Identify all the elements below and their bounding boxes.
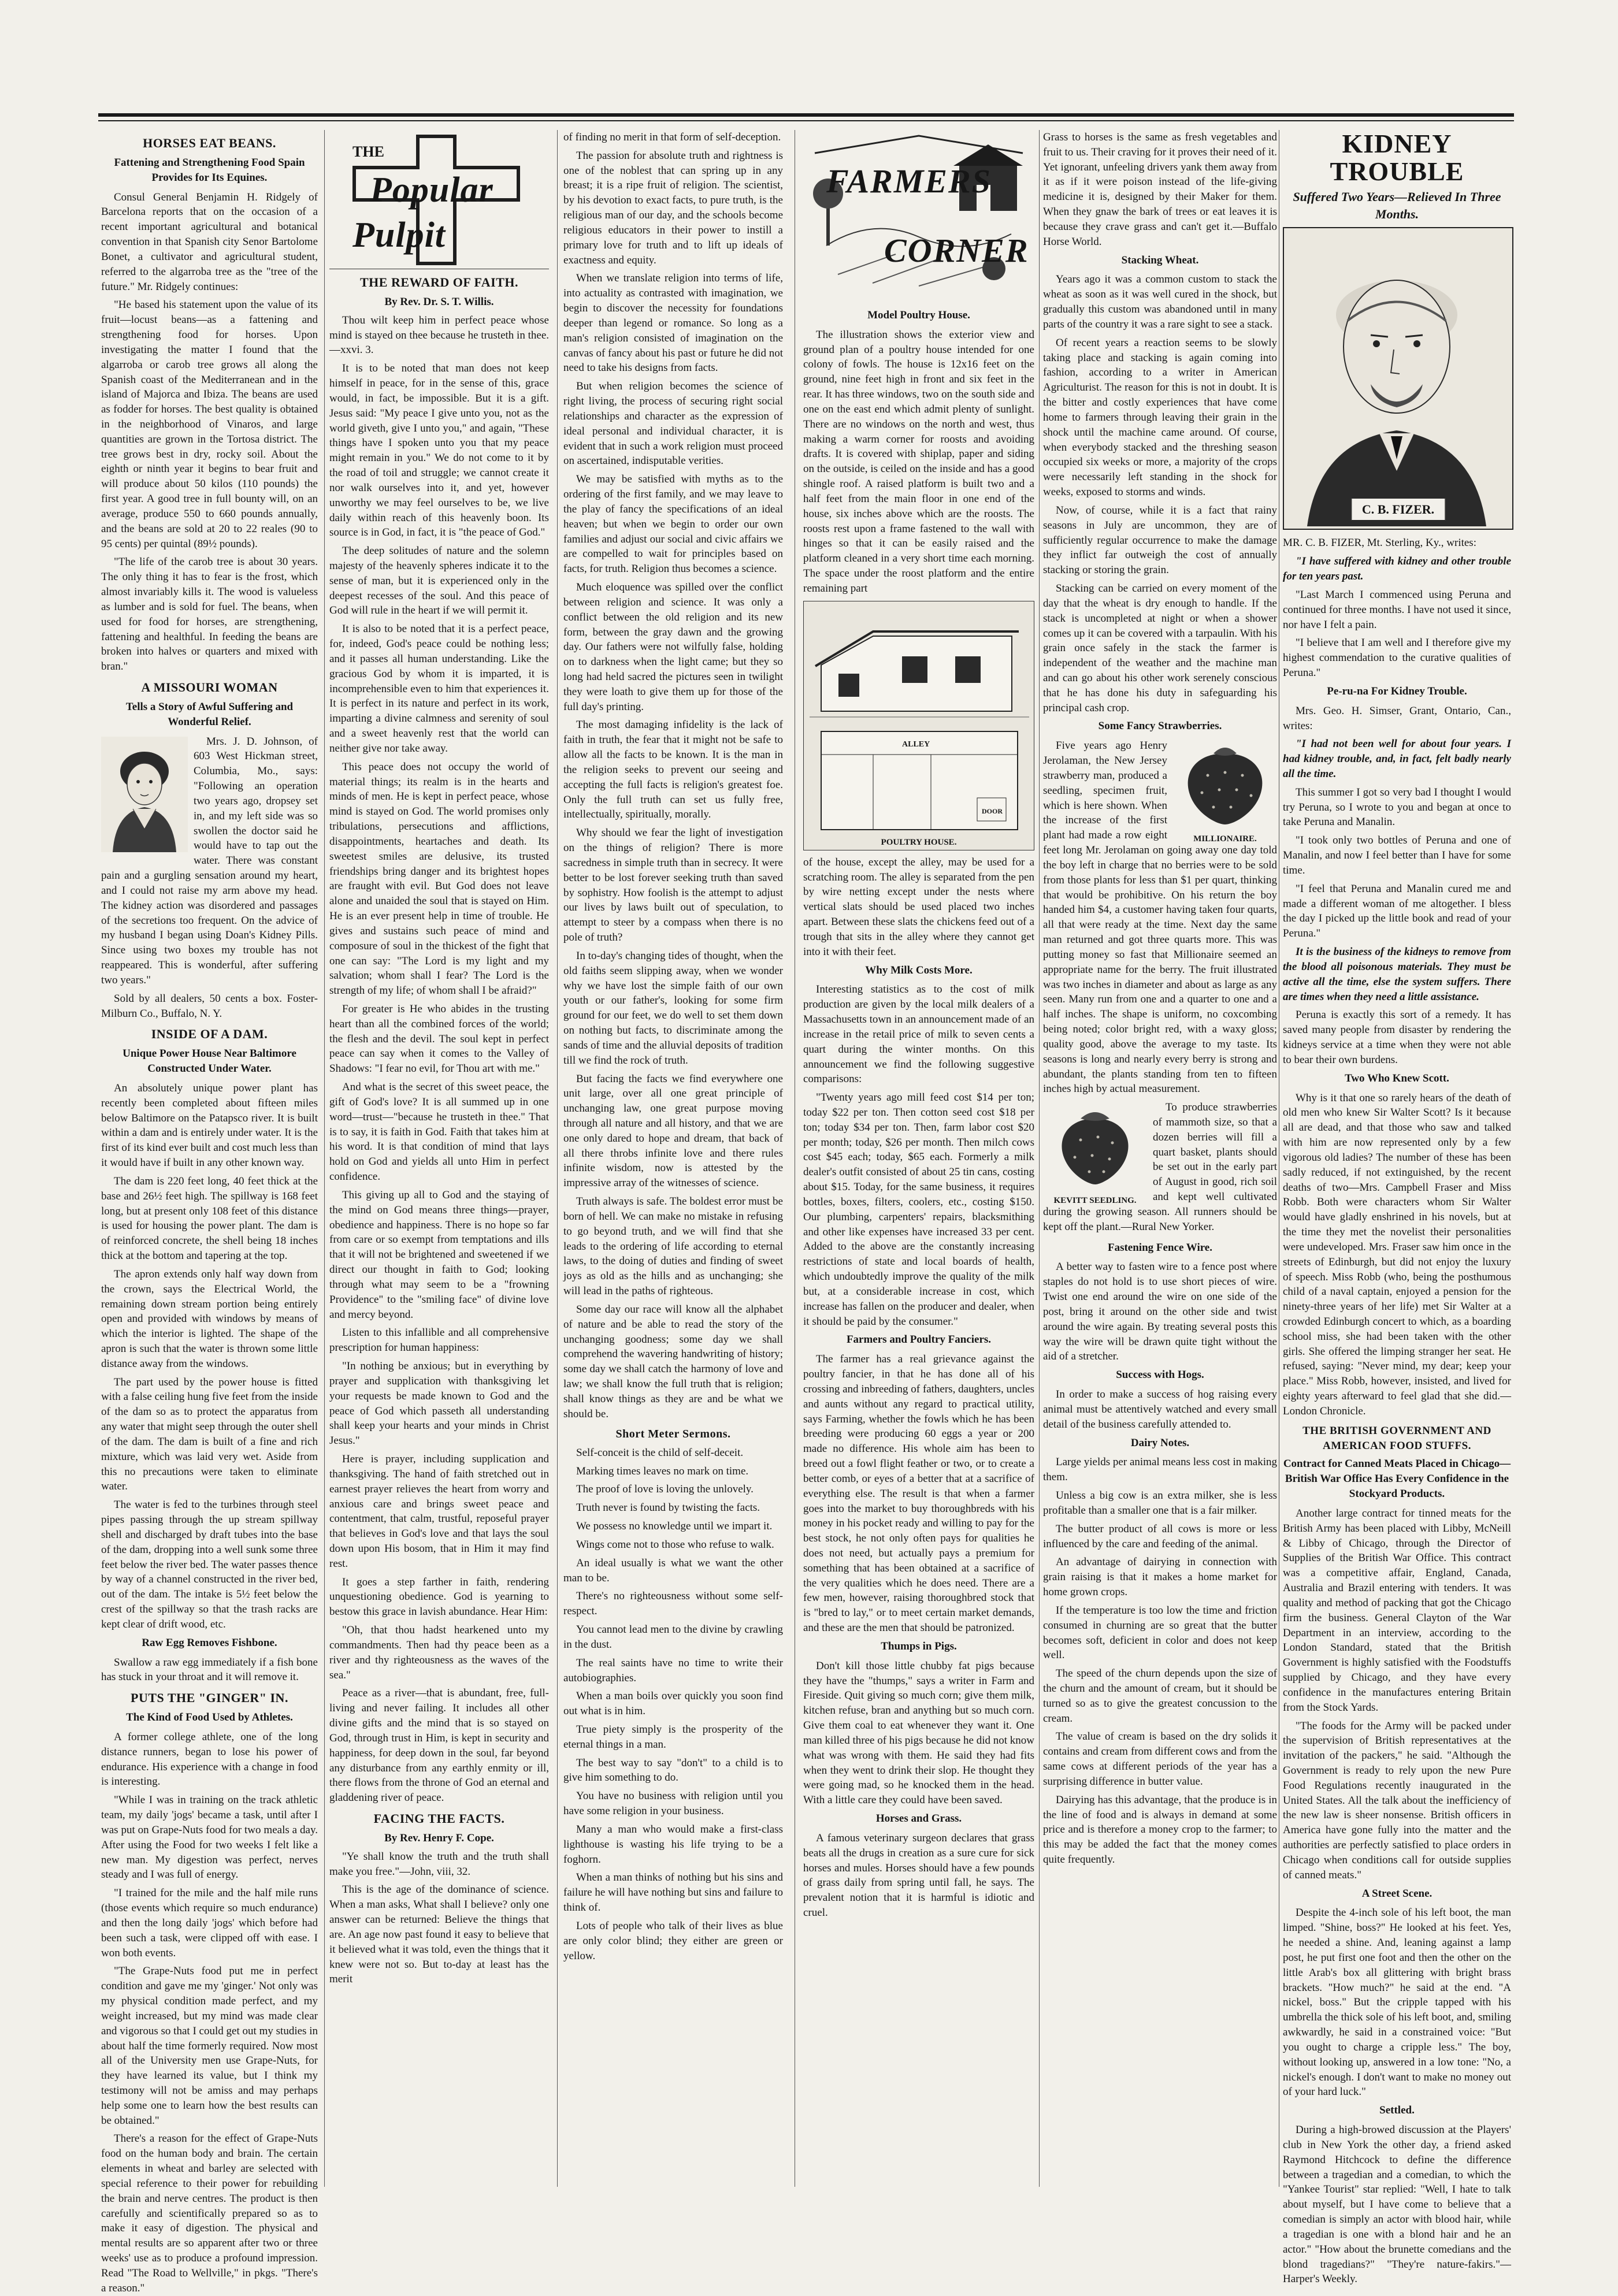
article-title: Farmers and Poultry Fanciers. [846,1333,992,1346]
figure-caption: KEVITT SEEDLING. [1053,1196,1137,1205]
article-paragraph: MR. C. B. FIZER, Mt. Sterling, Ky., writes: [1283,537,1476,549]
article-title: THE BRITISH GOVERNMENT AND AMERICAN FOOD STUFFS. [1302,1424,1491,1452]
article-paragraph: "I trained for the mile and the half mile runs (those events which require so much endurance) and then the long daily 'jogs' which before had been such a task, were clipped off with ease. I won both events. [101,1887,318,1959]
article-paragraph: Unless a big cow is an extra milker, she is less profitable than a smaller one that is a fair milker. [1043,1489,1277,1517]
article-paragraph: of the house, except the alley, may be used for a scratching room. The alley is separated from the pen by wire netting except under the nests where vertical slats should be used placed two inches apart. Between these slats the chickens feed out of a trough that sits in the alley where they cannot get into it with their feet. [803,856,1034,958]
article-paragraph: And what is the secret of this sweet peace, the gift of God's love? It is all summed up in one word—trust—"because he trusteth in thee." That is to say, it is faith in God. Faith that takes him at his word. It is that condition of mind that lays hold on God and yields all unto Him in perfect confidence. [329,1081,549,1183]
article-title: THE REWARD OF FAITH. [359,275,519,289]
popular-pulpit-logo [329,130,549,269]
sermon-line: Lots of people who talk of their lives as blue are only color blind; they either are green or yellow. [563,1919,783,1962]
article-paragraph: Mrs. J. D. Johnson, of 603 West Hickman street, Columbia, Mo., says: "Following an operation two years ago, dropsey set in, and my left side was so swollen the doctor said he would have to tap out the water. There was constant pain and a gurgling sensation around my heart, and I could not raise my arm above my head. The kidney action was disordered and passages of the secretions too frequent. On the advice of my husband I began using Doan's Kidney Pills. Since using two boxes my trouble has not reappeared. This is wonderful, after suffering two years." [101,735,318,986]
article-paragraph: Much eloquence was spilled over the conflict between religion and science. It was only a conflict between the old religion and its new form, between the gray dawn and the growing day. Our fathers were not wilfully false, holding on to darkness when the light came; but they so long had held sacred the pictures seen in twilight they were loath to give them up for those of the full day's printing. [563,581,783,713]
sermon-line: The proof of love is loving the unlovely. [576,1483,754,1496]
article-title: Raw Egg Removes Fishbone. [142,1636,277,1649]
article-paragraph: There's a reason for the effect of Grape-Nuts food on the human body and brain. The certain elements in wheat and barley are selected with special reference to their power for rebuilding the brain and nerve centres. The product is then carefully and scientifically prepared so as to make it easy of digestion. The physical and mental results are so apparent after two or three weeks' use as to produce a profound impression. Read "The Road to Wellville," in pkgs. "There's a reason." [101,2132,318,2294]
article-title: Stacking Wheat. [1121,254,1199,266]
header-rule [98,113,1514,117]
article-title: Short Meter Sermons. [615,1427,731,1440]
article-paragraph: Swallow a raw egg immediately if a fish bone has stuck in your throat and it will remove it. [101,1656,318,1684]
article-paragraph: "He based his statement upon the value of its fruit—locust beans—as a fattening and strengthening food for horses. Upon investigating the matter I found that the algarroba or carob tree grows all along the Spanish coast of the Mediterranean and in the island of Majorca and Ibiza. The beans are used as fodder for horses. The best quality is obtained in the neighborhood of Vinaros, and large quantities are grown in the Tortosa district. The tree grows best in dry, rocky soil. About the eighth or ninth year it begins to bear fruit and will produce about 50 kilos (110 pounds) the first year. A good tree in full bounty will, on an average, produce 550 to 660 pounds annually, and the beans are sold at 20 to 22 reales (90 to 95 cents) per quintal (89½ pounds). [101,299,318,550]
fig-door-label: DOOR [982,807,1003,815]
article-title: FACING THE FACTS. [373,1811,505,1826]
fig-alley-label: ALLEY [902,740,930,749]
article-title: Two Who Knew Scott. [1345,1072,1449,1084]
article-title: Settled. [1379,2104,1415,2117]
article-subtitle: Contract for Canned Meats Placed in Chicago—British War Office Has Every Confidence in the Stockyard Products. [1283,1458,1511,1500]
article-paragraph: The butter product of all cows is more or less influenced by the care and feeding of the animal. [1043,1522,1277,1550]
article-paragraph: Despite the 4-inch sole of his left boot, the man limped. "Shine, boss?" He looked at his feet. Yes, he needed a shine. And, leaning against a lamp post, he put first one foot and then the other on the little Arab's box all glittering with bright brass brackets. "How much?" he said at the end. "A nickel, boss." But the cripple tapped with his umbrella the thick sole of his left boot, and, smiling awkwardly, he said in a constrained voice: "But you ought to charge a cripple less." The boy, without looking up, answered in a low tone: "No, a nickel's enough. I don't want to make no money out of your hard luck." [1283,1907,1511,2098]
figure-caption: MILLIONAIRE. [1193,834,1257,844]
sermon-line: The real saints have no time to write their autobiographies. [563,1656,783,1684]
kevitt-strawberry-figure [1043,1102,1147,1205]
sermon-line: Self-conceit is the child of self-deceit. [576,1446,744,1459]
article-paragraph: "I feel that Peruna and Manalin cured me and made a different woman of me altogether. I bless the day I picked up the little book and read of your Peruna." [1283,882,1511,940]
portrait-name-plate: C. B. FIZER. [1351,498,1445,521]
column-6 [1283,129,1511,2286]
article-title: Why Milk Costs More. [865,964,973,976]
sermon-line: Many a man who would make a first-class lighthouse is wasting his life trying to be a foghorn. [563,1823,783,1866]
article-paragraph: This giving up all to God and the staying of the mind on God means three things—prayer, obedience and happiness. There is no hope so far from care or so exempt from temptations and ills that it will not be brightened and sweetened if we direct our thought in faith to God; looking through what may seem to be a "frowning Providence" to the "smiling face" of divine love and mercy beyond. [329,1188,549,1321]
article-paragraph: For greater is He who abides in the trusting heart than all the combined forces of the world; the flesh and the devil. The soul kept in perfect peace can say when it comes to the Valley of Shadows: "I fear no evil, for Thou art with me." [329,1003,549,1075]
article-paragraph: In to-day's changing tides of thought, when the old faiths seem slipping away, when we wonder why we have lost the simple faith of our own youth or our father's, looking for some firm ground for our feet, we do well to set them down on nothing but facts, to discriminate among the sands of time and the alluvial deposits of tradition till we find the rock of truth. [563,949,783,1067]
article-paragraph: This is the age of the dominance of science. When a man asks, What shall I believe? only one answer can be returned: Believe the things that are. An age now past found it easy to believe that it believed what it was told, even the things that it knew were not so. But to-day at least has the merit [329,1883,549,1986]
article-paragraph: Here is prayer, including supplication and thanksgiving. The hand of faith stretched out in earnest prayer relieves the heart from worry and anxious care and brings sweet peace and contentment, that calm, trustful, reposeful prayer that believes in God's love and that lays the soul down upon His bosom, that in Him it may find rest. [329,1453,549,1570]
article-paragraph: Why should we fear the light of investigation on the things of religion? There is more sacredness in simple truth than in secrecy. It were better to be lost forever seeking truth than saved by sophistry. How foolish is the attempt to adjust our lives by laws built out of speculation, to attempt to steer by a compass when there is no pole of truth? [563,827,783,944]
article-paragraph: Sold by all dealers, 50 cents a box. Foster-Milburn Co., Buffalo, N. Y. [101,992,318,1020]
article-paragraph: "While I was in training on the track athletic team, my daily 'jogs' became a task, until after I was put on Grape-Nuts food for two meals a day. After using the Food for two weeks I felt like a new man. My digestion was perfect, nerves steady and I was full of energy. [101,1794,318,1881]
article-paragraph: A former college athlete, one of the long distance runners, began to lose his power of endurance. His experience with a change in food is interesting. [101,1730,318,1788]
article-paragraph: The dam is 220 feet long, 40 feet thick at the base and 26½ feet high. The spillway is 168 feet long, but at present only 108 feet of this distance is used for housing the power plant. The dam is of reinforced concrete, the shell being 18 inches thick at the bottom and tapering at the top. [101,1175,318,1262]
article-paragraph: The illustration shows the exterior view and ground plan of a poultry house intended for one colony of fowls. The house is 12x16 feet on the ground, nine feet high in front and six feet in the rear. It has three windows, two on the south side and one on the east end which admit plenty of sunlight. There are no windows on the north and west, thus making a warm corner for roosts and avoiding drafts. It is covered with shiplap, paper and siding on the outside, is ceiled on the inside and has a good shingle roof. A raised platform is built two and a half feet from the main floor in one end of the house, six inches above which are the roosts. The roosts rest upon a frame fastened to the wall with hinges so that it can be easily raised and the platform cleaned in a very short time each morning. The space under the roost platform and the entire remaining part [803,328,1034,595]
article-paragraph: It is to be noted that man does not keep himself in peace, for in the sense of this, grace would, in fact, be impossible. But it is a gift. Jesus said: "My peace I give unto you, not as the world giveth, give I unto you," and again, "These things have I spoken unto you that my peace might remain in you." We do not come to it by the road of toil and struggle; we cannot create it nor walk ourselves into it, and yet, however unworthy we may feel ourselves to be, we live daily within reach of this heavenly boon. Its source is in God, in fact, it is "the peace of God." [329,362,549,539]
article-paragraph: The part used by the power house is fitted with a false ceiling hung five feet from the inside of the dam so as to protect the apparatus from any water that might seep through the outer shell of the dam. The dam is built of a fine and rich mixture, which was laid very wet. Aside from this no precautions were taken to eliminate water. [101,1376,318,1493]
sermon-line: You cannot lead men to the divine by crawling in the dust. [563,1623,783,1651]
sermon-line: When a man boils over quickly you soon find out what is in him. [563,1690,783,1718]
logo-the: THE [352,143,384,160]
article-subtitle: Tells a Story of Awful Suffering and Wonderful Relief. [125,700,294,728]
column-divider [1039,130,1040,2187]
poultry-house-icon [804,601,1034,838]
logo-farmers: FARMERS [826,162,992,200]
article-paragraph: The deep solitudes of nature and the solemn majesty of the heavenly spheres indicate it to the sense of man, but it is experienced only in the deepest recesses of the soul. And this peace of God will rule in the heart if we will permit it. [329,545,549,617]
sermon-line: Marking times leaves no mark on time. [576,1465,749,1477]
article-paragraph: During a high-browed discussion at the Players' club in New York the other day, a friend asked Raymond Hitchcock to define the difference between a tragedian and a comedian, to which the "Yankee Tourist" star replied: "Well, I hate to talk about myself, but I have come to believe that a comedian is simply an actor with blood hair, while a tragedian is one with a blond hair and he an actor." "How about the brunette comedians and the blond tragedians?" "They're nature-fakirs."—Harper's Weekly. [1283,2124,1511,2286]
article-paragraph: It is also to be noted that it is a perfect peace, for, indeed, God's peace could be nothing less; and it passes all human understanding. Like the gracious God by whom it is imparted, it is incomprehensible even to him that experiences it. It is perfect in its nature and perfect in its work, imparting a divine calmness and serenity of soul and a sweet heavenly rest that the world can neither give nor take away. [329,623,549,755]
article-title: HORSES EAT BEANS. [143,136,276,150]
article-byline: By Rev. Dr. S. T. Willis. [384,295,494,308]
article-paragraph: Another large contract for tinned meats for the British Army has been placed with Libby, McNeill & Libby of Chicago, through the Director of Supplies of the British War Office. This contract was a competitive affair, England, Canada, Australia and Brazil entering with tenders. It was quality and method of packing that got the Chicago firm the business. General Clayton of the War Department in an interview, according to the London Standard, stated that the British Government is highly satisfied with the Foodstuffs supplied by Chicago, and they have every confidence in the manufactures entering Britain from the Stock Yards. [1283,1507,1511,1714]
sermon-line: Truth never is found by twisting the facts. [576,1502,760,1514]
farmers-corner-logo [803,130,1034,303]
article-paragraph: We may be satisfied with myths as to the ordering of the first family, and we may leave to the play of fancy the specifications of an ideal heaven; but when we begin to order our own families and adjust our social and civic affairs we are compelled to wait for principles based on facts, for truth. Religion thus becomes a science. [563,473,783,575]
article-paragraph: Dairying has this advantage, that the produce is in the line of food and is always in demand at some price and is therefore a money crop to the farmer; to this may be added the fact that the money comes quite frequently. [1043,1793,1277,1866]
article-subtitle: The Kind of Food Used by Athletes. [126,1711,293,1724]
article-paragraph: Stacking can be carried on every moment of the day that the wheat is dry enough to handle. If the stack is uncompleted at night or when a shower comes up it can be covered with a tarpaulin. With his grain once safely in the stack the farmer is independent of the weather and the machine man and can go about his other work serenely conscious that he has done his duty in safeguarding his principal cash crop. [1043,582,1277,714]
article-paragraph: "In nothing be anxious; but in everything by prayer and supplication with thanksgiving let your requests be made known to God and the peace of God which passeth all understanding shall keep your hearts and your minds in Christ Jesus." [329,1360,549,1447]
logo-pulpit: Pulpit [352,216,446,255]
article-paragraph: The water is fed to the turbines through steel pipes passing through the up stream spillway shell and discharged by draft tubes into the base of the dam, dropping into a well sunk some three feet below the river bed. The water passes thence by way of a channel constructed in the river bed, out of the dam. The intake is 5½ feet below the crest of the spillway so that the trash racks are kept clear of drift wood, etc. [101,1499,318,1630]
kidney-ad-subtitle: Suffered Two Years—Relieved In Three Months. [1293,189,1501,221]
article-paragraph: A famous veterinary surgeon declares that grass beats all the drugs in creation as a sure cure for sick horses and mules. Horses should have a few pounds of grass daily from spring until fall, he says. The prevalent notion that it is harmful is idiotic and cruel. [803,1831,1034,1919]
article-paragraph: of finding no merit in that form of self-deception. [563,131,781,143]
article-paragraph: "I had not been well for about four years. I had kidney trouble, and, in fact, felt badly nearly all the time. [1283,738,1511,780]
article-paragraph: Why is it that one so rarely hears of the death of old men who knew Sir Walter Scott? Is it because all are dead, and that those who saw and talked with him are now represented only by a few vigorous old ladies? The number of these has been sadly reduced, if not extinguished, by the recent deaths of two—Mrs. Campbell Fraser and Miss Robb. Both were characters whom Sir Walter would have gladly enshrined in his novels, but at the time they met the novelist their personalities were undeveloped. Mrs. Fraser saw him once in the streets of Edinburgh, but did not enjoy the luxury of speech. Miss Robb (who, being the posthumous child of a naval captain, enjoyed a pension for the ninety-three years of her life) met Sir Walter at a crowded Edinburgh concert to which, as a boarding school miss, she had been taken with the other girls. She offered the limping stranger her seat. He refused, saying: "Never mind, my dear; keep your place." Miss Robb, however, insisted, and lived for eighty years afterward to feel glad that she did.—London Chronicle. [1283,1091,1511,1417]
article-paragraph: Of recent years a reaction seems to be slowly taking place and stacking is again coming into fashion, according to a writer in American Agriculturist. The reason for this is not in doubt. It is the bitter and costly experiences that have come home to farmers through leaving their grain in the shock until the machine came around. Of course, when everybody stacked and the threshing season occupied six weeks or more, a majority of the crops were necessarily left standing in the shock for weeks, exposed to storms and winds. [1043,336,1277,499]
sermon-line: Wings come not to those who refuse to walk. [576,1538,774,1551]
article-paragraph: "The life of the carob tree is about 30 years. The only thing it has to fear is the frost, which almost invariably kills it. The wood is valueless as lumber and is sold for fuel. The beans, when used for food for horses, are strengthening, fattening and healthful. In feeding the beans are broken into halves or quarters and mixed with bran." [101,556,318,673]
article-paragraph: "I took only two bottles of Peruna and one of Manalin, and now I feel better than I have for some time. [1283,834,1511,876]
column-3 [563,130,783,2187]
article-paragraph: Years ago it was a common custom to stack the wheat as soon as it was well cured in the shock, but gradually this custom was abandoned until in many parts of the country it was a rare sight to see a stack. [1043,273,1277,330]
sermon-line: There's no righteousness without some self-respect. [563,1590,783,1618]
article-paragraph: "I have suffered with kidney and other trouble for ten years past. [1283,555,1511,583]
millionaire-strawberry-figure [1173,741,1277,844]
sermon-line: We possess no knowledge until we impart it. [576,1520,773,1533]
article-paragraph: To produce strawberries of mammoth size, so that a dozen berries will fill a quart basket, plants should be set out in the early part of August in good, rich soil and kept well cultivated during the growing season. All runners should be kept off the plant.—Rural New Yorker. [1043,1101,1277,1233]
article-paragraph: Grass to horses is the same as fresh vegetables and fruit to us. Their craving for it proves their need of it. Yet ignorant, unfeeling drivers yank them away from it as if it were poison instead of the life-giving medicine it is, designed by their Maker for them. When they gnaw the bark of trees or eat leaves it is because they crave grass and can't get it.—Buffalo Horse World. [1043,131,1277,248]
article-title: Success with Hogs. [1116,1369,1204,1381]
column-divider [324,130,325,2187]
article-paragraph: An absolutely unique power plant has recently been completed about fifteen miles below Baltimore on the Patapsco river. It is built within a dam and is entirely under water. It is the first of its kind ever built and cost much less than it would have if built in any other known way. [101,1082,318,1169]
sermon-line: The best way to say "don't" to a child is to give him something to do. [563,1756,783,1784]
sermon-line: An ideal usually is what we want the other man to be. [563,1556,783,1584]
header-rule-thin [98,120,1514,121]
column-4 [803,130,1034,2187]
article-byline: By Rev. Henry F. Cope. [384,1831,494,1844]
article-title: Some Fancy Strawberries. [1098,720,1222,733]
kidney-ad-title: KIDNEY TROUBLE [1330,129,1464,187]
article-paragraph: Some day our race will know all the alphabet of nature and be able to read the story of the unchanging goodness; some day we shall comprehend the wavering handwriting of history; some day we shall catch the harmony of love and law; we shall know the full truth that is religion; shall know things as they are and be what we should be. [563,1303,783,1420]
article-paragraph: Mrs. Geo. H. Simser, Grant, Ontario, Can., writes: [1283,704,1511,732]
logo-corner: CORNER [884,232,1029,269]
strawberry-icon [1173,741,1277,827]
article-title: A MISSOURI WOMAN [141,680,278,695]
woman-portrait-illustration [101,737,188,852]
man-portrait-icon [1284,228,1510,526]
article-paragraph: "Twenty years ago mill feed cost $14 per ton; today $22 per ton. Then cotton seed cost $18 per ton; today $34 per ton. Then, farm labor cost $20 per month; today, $26 per month. Then milch cows cost $45 each; today, $65 each. Formerly a milk dealer's outfit consisted of about 25 tin cans, costing about $15. Today, for the same business, it requires bottles, boxes, filters, coolers, etc., costing $150. Our plumbing, carpenters' repairs, blacksmithing and other like expenses have increased 33 per cent. Added to the above are the constantly increasing restrictions of state and local boards of health, which undoubtedly improve the quality of the milk but, at a considerable increase in cost, which increase has fallen on the producer and dealer, when it should be paid by the consumer." [803,1091,1034,1328]
article-paragraph: "Last March I commenced using Peruna and continued for three months. I have not used it since, nor have I felt a pain. [1283,588,1511,631]
article-paragraph: Thou wilt keep him in perfect peace whose mind is stayed on thee because he trusteth in thee.—xxvi. 3. [329,314,549,356]
article-title: PUTS THE "GINGER" IN. [131,1691,288,1706]
article-subtitle: Unique Power House Near Baltimore Constructed Under Water. [123,1047,296,1075]
article-paragraph: Peace as a river—that is abundant, free, full-living and never failing. It includes all other divine gifts and the mind that is so stayed on God, through trust in Him, is kept in security and happiness, for deep down in the soul, far beyond any disturbance from any earthly enmity or ill, there flows from the throne of God an eternal and gladdening river of peace. [329,1687,549,1804]
article-paragraph: "The Grape-Nuts food put me in perfect condition and gave me my 'ginger.' Not only was my physical condition made perfect, and my weight increased, but my mind was made clear and vigorous so that I could get out my studies in about half the time formerly required. Now most all of the University men use Grape-Nuts, for they have learned its value, but I think my testimony will not be amiss and may perhaps help some one to learn how the best results can be obtained." [101,1965,318,2127]
article-title: Model Poultry House. [867,309,970,321]
article-paragraph: The most damaging infidelity is the lack of faith in truth, the fear that it might not be safe to allow all the facts to be known. It is the man in the religion seeks to prevent our seeing and accepting the full facts is religion's greatest foe. Only the full truth can set us fully free, intellectually, spiritually, morally. [563,719,783,821]
article-paragraph: "I believe that I am well and I therefore give my highest commendation to the curative qualities of Peruna." [1283,637,1511,679]
article-subtitle: Pe-ru-na For Kidney Trouble. [1327,685,1467,697]
column-divider [557,130,558,2187]
article-paragraph: This summer I got so very bad I thought I would try Peruna, so I wrote to you and began at once to take Peruna and Manalin. [1283,786,1511,829]
article-paragraph: "Oh, that thou hadst hearkened unto my commandments. Then had thy peace been as a river and thy righteousness as the waves of the sea." [329,1624,549,1681]
article-subtitle: Fattening and Strengthening Food Spain Provides for Its Equines. [114,156,305,184]
farm-scene-icon [803,130,1034,303]
article-paragraph: Large yields per animal means less cost in making them. [1043,1456,1277,1484]
article-paragraph: It goes a step farther in faith, rendering unquestioning obedience. God is yearning to bestow this grace in lavish abundance. Hear Him: [329,1576,549,1618]
article-title: INSIDE OF A DAM. [151,1027,268,1042]
logo-popular: Popular [370,170,493,210]
article-paragraph: "The foods for the Army will be packed under the supervision of British representatives at the invitation of the packers," he said. "Although the Government is ready to rely upon the new Pure Food Regulations recently inaugurated in the United States. All the talk about the inefficiency of the new law is sheer nonsense. British officers in America have gone fully into the matter and the authorities are perfectly satisfied to place orders in Chicago when conditions call for outside supplies of canned meats." [1283,1719,1511,1881]
article-paragraph: Listen to this infallible and all comprehensive prescription for human happiness: [329,1327,549,1354]
article-paragraph: The passion for absolute truth and rightness is one of the noblest that can spring up in any breast; it is a ripe fruit of religion. The scientist, by his devotion to exact facts, to pure truth, is the religious man of our day, and the schools become religious educators in their power to instill a primary love for truth and to lift up ideals of exactness and equity. [563,149,783,266]
figure-caption: POULTRY HOUSE. [881,838,957,848]
article-paragraph: The farmer has a real grievance against the poultry fancier, in that he has done all of his crossing and inbreeding of fathers, daughters, uncles and aunts without any regard to practical utility, says Farming, whether the fowls which he has been breeding were producing 60 eggs a year or 200 made no difference. His whole aim has been to breed out a fowl flight feather or two, or to create a better comb, or eyes of a better that at a sacrifice of everything else. The result is that when a farmer goes into the market to buy thoroughbreds with his money in his pocket ready and willing to pay for the best stock, he not only often pays for qualities he does not need, but actually pays a premium for something that has been obtained at a sacrifice of the very qualities which he does need. There are a few men, however, raising thoroughbred stock that is "bred to lay," or to meet certain market demands, and these are the men that should be patronized. [803,1353,1034,1634]
article-paragraph: If the temperature is too low the time and friction consumed in churning are so great that the butter becomes soft, deficient in color and does not keep well. [1043,1604,1277,1662]
sermon-line: When a man thinks of nothing but his sins and failure he will have nothing but sins and failure to think of. [563,1871,783,1914]
column-5 [1043,130,1277,2187]
article-paragraph: The speed of the churn depends upon the size of the churn and the amount of cream, but it should be turned so as to give the greatest concussion to the cream. [1043,1667,1277,1725]
article-paragraph: Truth always is safe. The boldest error must be born of hell. We can make no mistake in refusing to go beyond truth, and we will find that she leads to the ordering of life according to eternal laws, to the doing of duties and finding of sweet joys as old as the hills and as unchanging; she will lead in the paths of righteous. [563,1195,783,1298]
article-paragraph: It is the business of the kidneys to remove from the blood all poisonous materials. They must be active all the time, else the system suffers. There are times when they need a little assistance. [1283,946,1511,1003]
article-paragraph: "Ye shall know the truth and the truth shall make you free."—John, viii, 32. [329,1850,549,1878]
article-paragraph: The value of cream is based on the dry solids it contains and cream from different cows and from the same cows at different periods of the year has a surprising difference in butter value. [1043,1730,1277,1788]
article-paragraph: Peruna is exactly this sort of a remedy. It has saved many people from disaster by rendering the kidneys service at a time when they were not able to bear their own burdens. [1283,1009,1511,1066]
article-paragraph: In order to make a success of hog raising every animal must be attentively watched and every small detail of the business carefully attended to. [1043,1388,1277,1431]
article-paragraph: When we translate religion into terms of life, into actuality as contrasted with imagination, we begin to discover the necessity for foundations deeper than legend or romance. So long as a man's religion consisted of imagination on the canvas of fancy about his past or future he did not need to take his designs from facts. [563,272,783,374]
article-title: A Street Scene. [1361,1887,1433,1900]
column-2 [329,130,549,2187]
poultry-house-figure [803,601,1034,850]
article-title: Fastening Fence Wire. [1107,1241,1212,1254]
article-title: Dairy Notes. [1130,1436,1190,1449]
article-paragraph: The apron extends only half way down from the crown, says the Electrical World, the remaining down stream portion being entirely open and provided with windows by means of which the interior is lighted. The shape of the apron is such that the water is thrown some little distance away from the windows. [101,1268,318,1370]
strawberry-icon [1043,1102,1147,1189]
article-paragraph: Now, of course, while it is a fact that rainy seasons in July are uncommon, they are of sufficiently regular occurrence to make the damage they inflict far outweigh the cost of annually stacking or storing the grain. [1043,504,1277,577]
article-title: Thumps in Pigs. [881,1640,957,1652]
fizer-portrait [1283,227,1513,530]
article-paragraph: Don't kill those little chubby fat pigs because they have the "thumps," says a writer in Farm and Fireside. Quit giving so much corn; give them milk, kitchen refuse, bran and anything but so much corn. Give them coal to eat whenever they want it. One man killed three of his pigs because he did not know what was wrong with them. He said they had fits when they went to drink their slop. He thought they were going mad, so he knocked them in the head. With a little care they could have been saved. [803,1659,1034,1807]
article-paragraph: An advantage of dairying in connection with grain raising is that it makes a home market for home grown crops. [1043,1556,1277,1599]
article-paragraph: This peace does not occupy the world of material things; its realm is in the hearts and minds of men. He is kept in perfect peace, whose mind is stayed on God. The world promises only tribulations, persecutions and afflictions, disappointments, heartaches and death. Its sweetest smiles are delusive, its trusted friendships bring danger and its brightest hopes are fraught with evil. But God does not leave alone and unaided the soul that is stayed on Him. He is an ever present help in time of trouble. He gives and sustains such peace of mind and composure of soul in the thickest of the fight that one can say: "The Lord is my light and my salvation; whom shall I fear? The Lord is the strength of my life; of whom shall I be afraid?" [329,760,549,997]
article-paragraph: Five years ago Henry Jerolaman, the New Jersey strawberry man, produced a seedling, specimen fruit, which is here shown. When the increase of the first plant had made a row eight feet long Mr. Jerolaman on going away one day told the boy left in charge that no berries were to be sold from those plants for less than $1 per quart, thinking that would be prohibitive. On his return the boy handed him $4, a customer having taken four quarts, all that were ready at the time. Next day the same man returned and got three quarts more. This was putting money so fast that Millionaire seemed an appropriate name for the berry. The fruit illustrated was two inches in diameter and about as large as any seen. Many run from one and a quarter to one and a half inches. The shape is uniform, no coxcombing being noted; color bright red, with a waxy gloss; quality good, above the average to my taste. Its seasons is long and nearly every berry is strong and abundant, the plants standing from ten to fifteen inches high by actual measurement. [1043,740,1277,1095]
sermon-line: True piety simply is the prosperity of the eternal things in a man. [563,1723,783,1751]
article-paragraph: Consul General Benjamin H. Ridgely of Barcelona reports that on the occasion of a recent important agricultural and botanical convention in that Spanish city Senor Bartolome Bonet, a cultivator and agricultural student, referred to the algarroba tree as the "tree of the future." Mr. Ridgely continues: [101,191,318,293]
sermon-line: You have no business with religion until you have some religion in your business. [563,1790,783,1818]
article-paragraph: A better way to fasten wire to a fence post where staples do not hold is to use short pieces of wire. Twist one end around the wire on one side of the post, bring it around on the other side and twist around the wire again. By treating several posts this way the wire will be drawn quite tight without the aid of a stretcher. [1043,1261,1277,1363]
article-paragraph: But facing the facts we find everywhere one unit large, over all one great principle of unchanging law, one great purpose moving through all nature and all history, and that we are one only dared to hope and dream, that back of all there throbs infinite love and there rules infinite wisdom, now is attested by the impressive array of the witnesses of science. [563,1072,783,1190]
column-1 [101,130,318,2294]
article-paragraph: But when religion becomes the science of right living, the process of securing right social relationships and character as the expression of ideal personal and individual character, it is evident that in such a work religion must proceed on ascertained, indisputable verities. [563,380,783,467]
article-title: Horses and Grass. [875,1812,962,1825]
article-paragraph: Interesting statistics as to the cost of milk production are given by the local milk dealers of a Massachusetts town in an announcement made of an increase in the retail price of milk to seven cents a quart during the winter months. On this announcement we find the following suggestive comparisons: [803,983,1034,1086]
